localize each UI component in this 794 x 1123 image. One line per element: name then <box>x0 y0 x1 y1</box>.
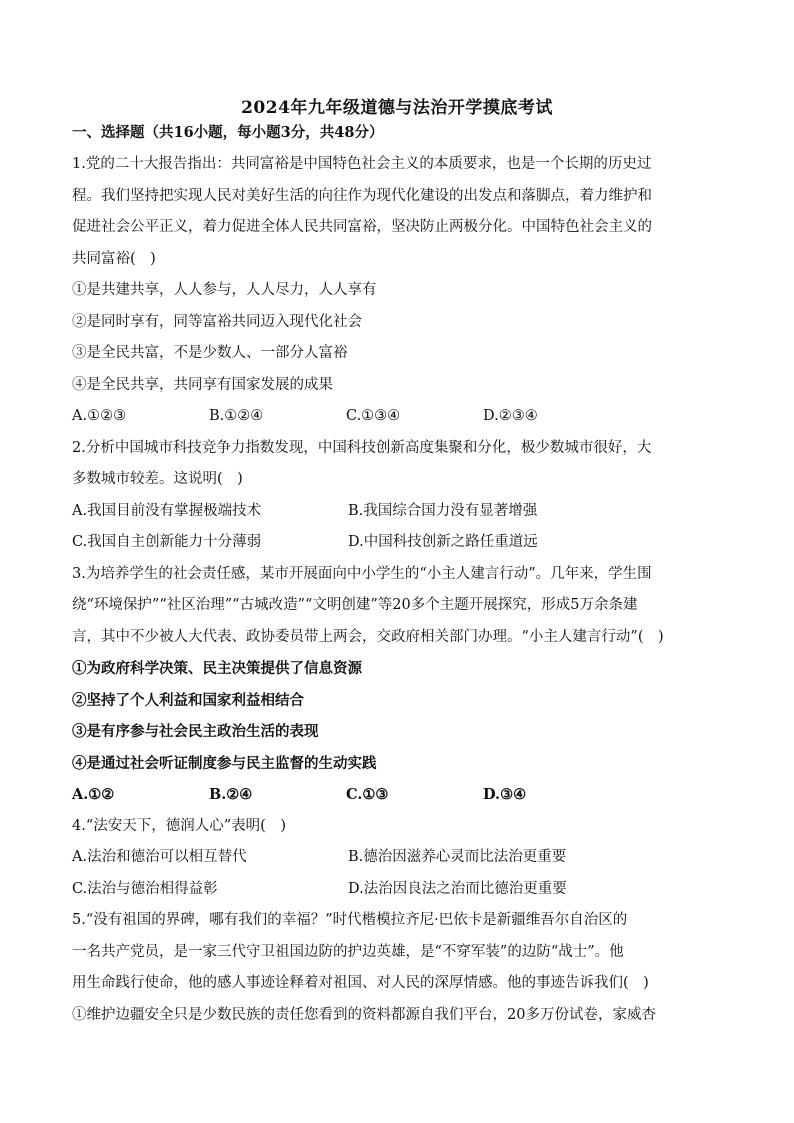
statement-item: ③是全民共富，不是少数人、一部分人富裕 <box>72 345 348 361</box>
statement-item: ④是通过社会听证制度参与民主监督的生动实践 <box>72 754 377 772</box>
answer-options <box>72 496 722 528</box>
statement-item: ①是共建共享，人人参与，人人尽力，人人享有 <box>72 282 377 298</box>
question-line: 促进社会公平正义，着力促进全体人民共同富裕，坚决防止两极分化。中国特色社会主义的 <box>72 219 652 235</box>
answer-options <box>72 401 722 433</box>
option-a: A.法治和德治可以相互替代 <box>72 849 247 865</box>
statement-item: ①维护边疆安全只是少数民族的责任您看到的资料都源自我们平台，20多万份试卷，家威杏 <box>72 1006 656 1023</box>
statement-item: ③是有序参与社会民主政治生活的表现 <box>72 723 319 740</box>
question-line: 1.党的二十大报告指出：共同富裕是中国特色社会主义的本质要求，也是一个长期的历史过 <box>72 156 652 172</box>
question-line: 共同富裕( ) <box>72 250 156 267</box>
statement-item: ②是同时享有，同等富裕共同迈入现代化社会 <box>72 313 362 330</box>
option-c: C.①③ <box>346 786 389 803</box>
question-line: 3.为培养学生的社会责任感，某市开展面向中小学生的“小主人建言行动”。几年来，学生围 <box>72 565 652 582</box>
question-1 <box>72 149 722 433</box>
question-line: 程。我们坚持把实现人民对美好生活的向往作为现代化建设的出发点和落脚点，着力维护和 <box>72 187 652 204</box>
statement-item: ②坚持了个人利益和国家利益相结合 <box>72 691 304 709</box>
question-line: 多数城市较差。这说明( ) <box>72 471 243 487</box>
question-line: 一名共产党员，是一家三代守卫祖国边防的护边英雄，是“不穿军装”的边防“战士”。他 <box>72 943 624 960</box>
option-d: D.法治因良法之治而比德治更重要 <box>348 880 567 897</box>
answer-options <box>72 842 722 874</box>
question-line: 言，其中不少被人大代表、政协委员带上两会，交政府相关部门办理。“小主人建言行动”( ) <box>72 628 664 645</box>
section-heading: 一、选择题（共16小题，每小题3分，共48分） <box>72 124 384 141</box>
answer-options <box>72 779 722 811</box>
option-b: B.②④ <box>209 786 253 803</box>
question-5 <box>72 905 722 1031</box>
option-c: C.①③④ <box>346 408 401 424</box>
answer-options <box>72 527 722 559</box>
option-b: B.德治因滋养心灵而比法治更重要 <box>348 849 567 865</box>
answer-options <box>72 874 722 906</box>
exam-title: 2024年九年级道德与法治开学摸底考试 <box>241 98 553 118</box>
question-line: 2.分析中国城市科技竞争力指数发现，中国科技创新高度集聚和分化，极少数城市很好，大 <box>72 439 652 456</box>
question-2 <box>72 433 722 559</box>
exam-page <box>72 96 722 1031</box>
option-b: B.①②④ <box>209 408 264 424</box>
question-4 <box>72 811 722 906</box>
question-3 <box>72 559 722 811</box>
option-b: B.我国综合国力没有显著增强 <box>348 502 538 519</box>
question-line: 5.“没有祖国的界碑，哪有我们的幸福？”时代楷模拉齐尼·巴依卡是新疆维吾尔自治区的 <box>72 912 628 928</box>
statement-item: ④是全民共享，共同享有国家发展的成果 <box>72 376 333 393</box>
question-line: 4.“法安天下，德润人心”表明( ) <box>72 817 286 834</box>
option-c: C.我国自主创新能力十分薄弱 <box>72 534 262 550</box>
option-c: C.法治与德治相得益彰 <box>72 880 218 897</box>
option-d: D.③④ <box>483 786 527 803</box>
option-d: D.中国科技创新之路任重道远 <box>348 534 538 550</box>
statement-item: ①为政府科学决策、民主决策提供了信息资源 <box>72 660 362 677</box>
option-a: A.①② <box>72 786 115 803</box>
option-a: A.①②③ <box>72 408 127 424</box>
option-d: D.②③④ <box>483 408 538 424</box>
question-line: 绕“环境保护”“社区治理”“古城改造”“文明创建”等20多个主题开展探究，形成5万余条建 <box>72 597 638 613</box>
option-a: A.我国目前没有掌握极端技术 <box>72 502 262 519</box>
question-line: 用生命践行使命，他的感人事迹诠释着对祖国、对人民的深厚情感。他的事迹告诉我们( ) <box>72 975 649 991</box>
